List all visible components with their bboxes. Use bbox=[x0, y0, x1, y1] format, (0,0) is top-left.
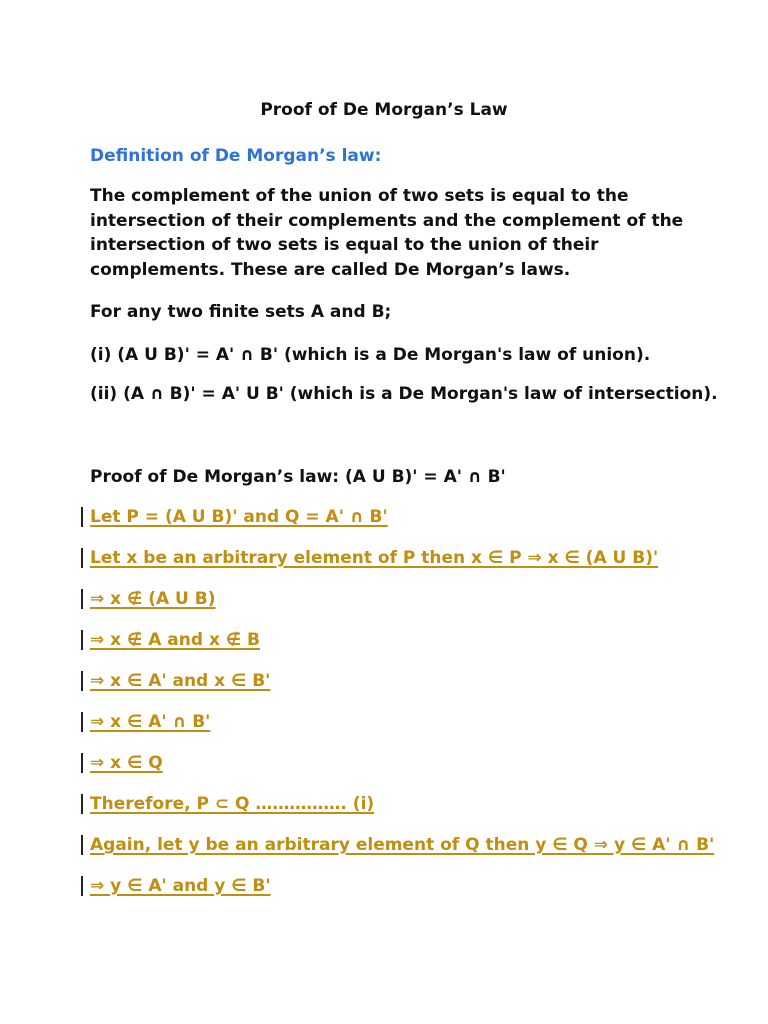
proof-step: Therefore, P ⊂ Q ……………. (i) bbox=[90, 794, 375, 814]
margin-bar bbox=[81, 630, 83, 650]
proof-step: ⇒ x ∈ A' ∩ B' bbox=[90, 712, 211, 732]
proof-step: Again, let y be an arbitrary element of Q then y ∈ Q ⇒ y ∈ A' ∩ B' bbox=[90, 835, 715, 855]
law-union: (i) (A U B)' = A' ∩ B' (which is a De Morgan's law of union). bbox=[90, 345, 651, 365]
definition-text: The complement of the union of two sets is equal to the intersection of their complements and the complement of the intersection of two sets is equal to the union of their complements. These are called De Morgan’s laws. bbox=[90, 186, 684, 280]
proof-step: ⇒ x ∉ A and x ∉ B bbox=[90, 630, 260, 650]
proof-step: ⇒ y ∈ A' and y ∈ B' bbox=[90, 876, 271, 896]
margin-bar bbox=[81, 671, 83, 691]
margin-bar bbox=[81, 589, 83, 609]
law-intersection: (ii) (A ∩ B)' = A' U B' (which is a De Morgan's law of intersection). bbox=[90, 384, 718, 404]
margin-bar bbox=[81, 753, 83, 773]
margin-bar bbox=[81, 548, 83, 568]
sets-intro: For any two finite sets A and B; bbox=[90, 302, 392, 322]
proof-step: ⇒ x ∉ (A U B) bbox=[90, 589, 216, 609]
proof-step: ⇒ x ∈ Q bbox=[90, 753, 163, 773]
margin-bar bbox=[81, 712, 83, 732]
proof-step: Let P = (A U B)' and Q = A' ∩ B' bbox=[90, 507, 388, 527]
margin-bar bbox=[81, 794, 83, 814]
margin-bar bbox=[81, 876, 83, 896]
proof-step: Let x be an arbitrary element of P then x ∈ P ⇒ x ∈ (A U B)' bbox=[90, 548, 659, 568]
margin-bar bbox=[81, 507, 83, 527]
margin-bar bbox=[81, 835, 83, 855]
proof-step: ⇒ x ∈ A' and x ∈ B' bbox=[90, 671, 271, 691]
page-title: Proof of De Morgan’s Law bbox=[260, 100, 508, 120]
definition-heading: Definition of De Morgan’s law: bbox=[90, 146, 382, 166]
proof-heading: Proof of De Morgan’s law: (A U B)' = A' ∩ B' bbox=[90, 467, 506, 487]
